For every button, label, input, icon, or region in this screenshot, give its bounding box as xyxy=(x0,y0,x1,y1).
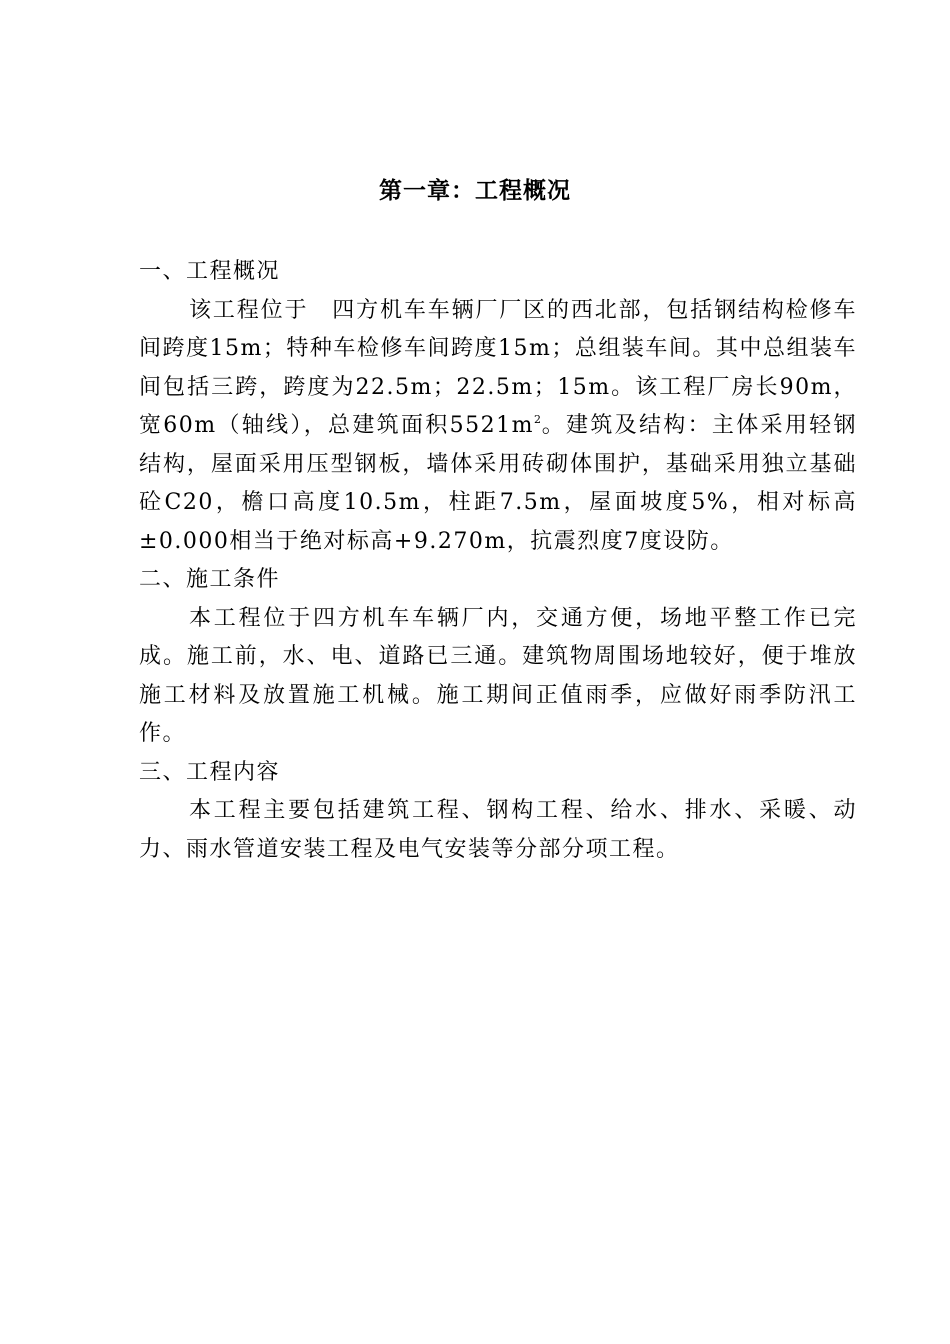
section-paragraph-overview xyxy=(139,292,857,562)
section-heading-scope: 三、工程内容 xyxy=(139,759,281,785)
chapter-title: 第一章：工程概况 xyxy=(379,178,571,204)
section-heading-overview: 一、工程概况 xyxy=(139,259,281,284)
area-unit-superscript: 2 xyxy=(533,413,541,426)
overview-text-part-1: 该工程位于 四方机车车辆厂厂区的西北部，包括钢结构检修车间跨度15m；特种车检修车间跨度15m；总组装车间。其中总组装车间包括三跨，跨度为22.5m；22.5m；15m。该工程厂房长90m，宽60m（轴线），总建筑面积5521m xyxy=(139,297,857,438)
section-paragraph-conditions: 本工程位于四方机车车辆厂内，交通方便，场地平整工作已完成。施工前，水、电、道路已三通。建筑物周围场地较好，便于堆放施工材料及放置施工机械。施工期间正值雨季，应做好雨季防汛工作。 xyxy=(139,605,857,746)
section-paragraph-scope: 本工程主要包括建筑工程、钢构工程、给水、排水、采暖、动力、雨水管道安装工程及电气安装等分部分项工程。 xyxy=(139,798,857,862)
section-heading-conditions: 二、施工条件 xyxy=(139,567,281,592)
overview-text-part-2: 。建筑及结构：主体采用轻钢结构，屋面采用压型钢板，墙体采用砖砌体围护，基础采用独立基础砼C20，檐口高度10.5m，柱距7.5m，屋面坡度5%，相对标高±0.000相当于绝对标高+9.270m，抗震烈度7度设防。 xyxy=(139,413,857,554)
document-body xyxy=(139,253,857,869)
